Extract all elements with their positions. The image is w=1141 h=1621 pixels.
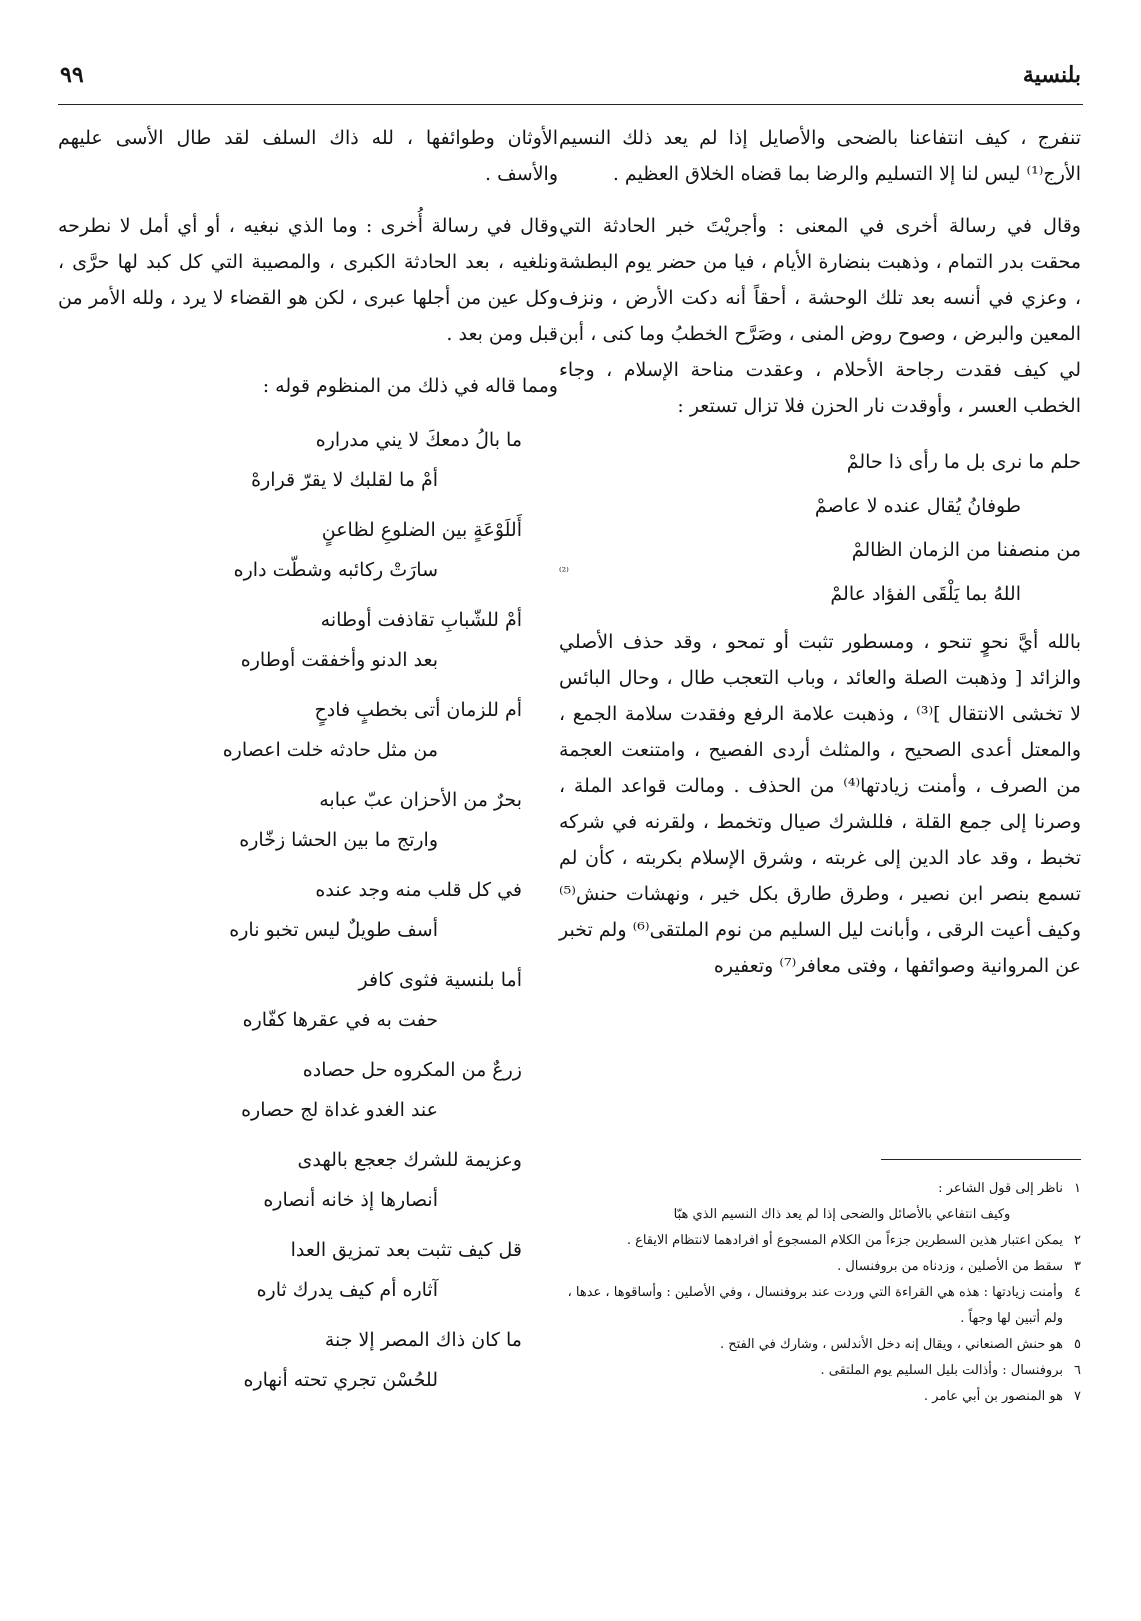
poem-verse (58, 960, 558, 1040)
hemistich-second: أسف طويلٌ ليس تخبو ناره (229, 919, 438, 941)
page-header (60, 62, 1081, 102)
footnote (561, 1332, 1081, 1358)
right-column (559, 120, 1081, 1000)
verse-line (559, 565, 1081, 616)
hemistich-first: بحرٌ من الأحزان عبّ عبابه (319, 789, 522, 811)
poem-verse (58, 690, 558, 770)
footnote-number: ٥ (1074, 1337, 1081, 1352)
hemistich-first: وعزيمة للشرك جعجع بالهدى (297, 1149, 522, 1171)
footnote-number: ٣ (1074, 1259, 1081, 1274)
quoted-poem (559, 440, 1081, 616)
page-number: ٩٩ (60, 62, 84, 88)
running-title: بلنسية (1022, 62, 1081, 88)
footnote-text: يمكن اعتبار هذين السطرين جزءاً من الكلام المسجوع أو افرادهما لانتظام الايقاع . (626, 1233, 1063, 1248)
footnote-text: هو حنش الصنعاني ، ويقال إنه دخل الأندلس ، وشارك في الفتح . (719, 1337, 1063, 1352)
verse-text: من منصفنا من الزمان الظالمْ (851, 539, 1081, 561)
hemistich-second: حفت به في عقرها كفّاره (242, 1009, 438, 1031)
footnote-text: سقط من الأصلين ، وزدناه من بروفنسال . (837, 1259, 1063, 1274)
hemistich-first: ما بالُ دمعكَ لا يني مدراره (315, 429, 522, 451)
hemistich-first: في كل قلب منه وجد عنده (315, 879, 522, 901)
paragraph: بالله أيَّ نحوٍ تنحو ، ومسطور تثبت أو تمحو ، وقد حذف الأصلي والزائد [ وذهبت الصلة والعائد ، وباب التعجب طال ، وحال البائس لا تخشى الانتقال ]⁽³⁾ ، وذهبت علامة الرفع وفقدت سلامة الجمع ، والمعتل أعدى الصحيح ، والمثلث أردى الفصيح ، وامتنعت العجمة من الصرف ، وأمنت زيادتها⁽⁴⁾ من الحذف . ومالت قواعد الملة ، وصرنا إلى جمع القلة ، فللشرك صيال وتخمط ، ولقرنه في شركه تخبط ، وقد عاد الدين إلى غربته ، وشرق الإسلام بكربته ، كأن لم تسمع بنصر ابن نصير ، وطرق طارق بكل خير ، ونهشات حنش⁽⁵⁾ وكيف أعيت الرقى ، وأبانت ليل السليم من نوم الملتقى⁽⁶⁾ ولم تخبر عن المروانية وصوائفها ، وفتى معافر⁽⁷⁾ وتعفيره (559, 631, 1082, 977)
hemistich-first: أمْ للشّبابِ تقاذفت أوطانه (320, 609, 522, 631)
footnote (561, 1254, 1081, 1280)
poem-verse (58, 1230, 558, 1310)
footnote-number: ٤ (1074, 1285, 1081, 1300)
footnote-number (1063, 1202, 1081, 1228)
poem-verse (58, 1050, 558, 1130)
footnote (561, 1202, 1081, 1228)
poem-verse (58, 780, 558, 860)
verse-text: طوفانُ يُقال عنده لا عاصمْ (814, 495, 1021, 517)
footnote-number: ٢ (1074, 1233, 1081, 1248)
hemistich-second: سارَتْ ركائبه وشطّت داره (233, 559, 438, 581)
header-rule (58, 104, 1083, 105)
left-column (58, 120, 558, 1410)
footnote-text: هو المنصور بن أبي عامر . (923, 1389, 1063, 1404)
hemistich-second: عند الغدو غداة لج حصاره (241, 1099, 438, 1121)
hemistich-first: أَللَوْعَةٍ بين الضلوعِ لظاعنٍ (321, 519, 522, 541)
footnote (561, 1384, 1081, 1410)
poem-verse (58, 420, 558, 500)
footnote (561, 1176, 1081, 1202)
footnote-text: وأمنت زيادتها : هذه هي القراءة التي وردت عند بروفنسال ، وفي الأصلين : وأساقوها ، عدها ، ولم أتبين لها وجهاً . (567, 1285, 1063, 1326)
paragraph: ومما قاله في ذلك من المنظوم قوله : (262, 375, 558, 397)
poem-verse (58, 1320, 558, 1400)
poem-verse (58, 600, 558, 680)
poem-verse (58, 870, 558, 950)
verse-text: حلم ما نرى بل ما رأى ذا حالمْ (846, 451, 1081, 473)
footnote-number: ١ (1074, 1181, 1081, 1196)
hemistich-first: أما بلنسية فثوى كافر (358, 969, 522, 991)
paragraph: وقال في رسالة أخرى في المعنى : وأجريْتَ خبر الحادثة التي محقت بدر التمام ، وذهبت بنضارة الأيام ، فيا من حضر يوم البطشة ، وعزي في أنسه بعد تلك الوحشة ، أحقاً أنه دكت الأرض ، ونزف المعين والبرض ، وصوح روض المنى ، وصَرَّح الخطبُ وما كنى ، أبن لي كيف فقدت رجاحة الأحلام ، وعقدت مناحة الإسلام ، وجاء الخطب العسر ، وأوقدت نار الحزن فلا تزال تستعر : (559, 215, 1081, 417)
hemistich-first: ما كان ذاك المصر إلا جنة (324, 1329, 522, 1351)
hemistich-second: آثاره أم كيف يدرك ثاره (256, 1279, 438, 1301)
footnote-number: ٧ (1074, 1389, 1081, 1404)
footnote-text: وكيف انتفاعي بالأصائل والضحى إذا لم يعد ذاك النسيم الذي هبّا (673, 1207, 1011, 1222)
footnote (561, 1228, 1081, 1254)
hemistich-second: أمْ ما لقلبك لا يقرّ قرارهْ (251, 469, 438, 491)
footnote (561, 1280, 1081, 1332)
verse-line (559, 440, 1081, 484)
footnotes (561, 1176, 1081, 1410)
footnote-number: ٦ (1074, 1363, 1081, 1378)
verse-text: اللهُ بما يَلْقَى الفؤاد عالمْ (830, 583, 1021, 605)
hemistich-second: بعد الدنو وأخفقت أوطاره (240, 649, 438, 671)
footnote-marker: ⁽²⁾ (559, 565, 569, 578)
paragraph: وقال في رسالة أُخرى : وما الذي نبغيه ، أو أي أمل لا نطرحه ونلغيه ، بعد الحادثة الكبرى ، والمصيبة التي كل كبد لها حرَّى ، وكل عين من أجلها عبرى ، لكن هو القضاء لا يرد ، ولله الأمر من قبل ومن بعد . (58, 215, 558, 345)
paragraph: الأوثان وطوائفها ، لله ذاك السلف لقد طال الأسى عليهم والأسف . (58, 127, 558, 185)
poem-verse (58, 510, 558, 590)
footnote-text: بروفنسال : وأذالت بليل السليم يوم الملتقى . (820, 1363, 1063, 1378)
hemistich-first: قل كيف تثبت بعد تمزيق العدا (290, 1239, 522, 1261)
hemistich-first: أم للزمان أتى بخطبٍ فادحٍ (314, 699, 522, 721)
poem (58, 420, 558, 1400)
hemistich-second: وارتج ما بين الحشا زخّاره (239, 829, 438, 851)
footnote-rule (881, 1159, 1081, 1160)
hemistich-second: للحُسْن تجري تحته أنهاره (243, 1369, 438, 1391)
hemistich-second: من مثل حادثه خلت اعصاره (222, 739, 438, 761)
poem-verse (58, 1140, 558, 1220)
footnote-text: ناظر إلى قول الشاعر : (938, 1181, 1063, 1196)
paragraph: تنفرج ، كيف انتفاعنا بالضحى والأصايل إذا لم يعد ذلك النسيم الأرج⁽¹⁾ ليس لنا إلا التسليم والرضا بما قضاه الخلاق العظيم . (559, 127, 1081, 185)
hemistich-second: أنصارها إذ خانه أنصاره (263, 1189, 438, 1211)
verse-line (559, 484, 1081, 528)
hemistich-first: زرعٌ من المكروه حل حصاده (302, 1059, 522, 1081)
footnote (561, 1358, 1081, 1384)
verse-line (559, 528, 1081, 572)
